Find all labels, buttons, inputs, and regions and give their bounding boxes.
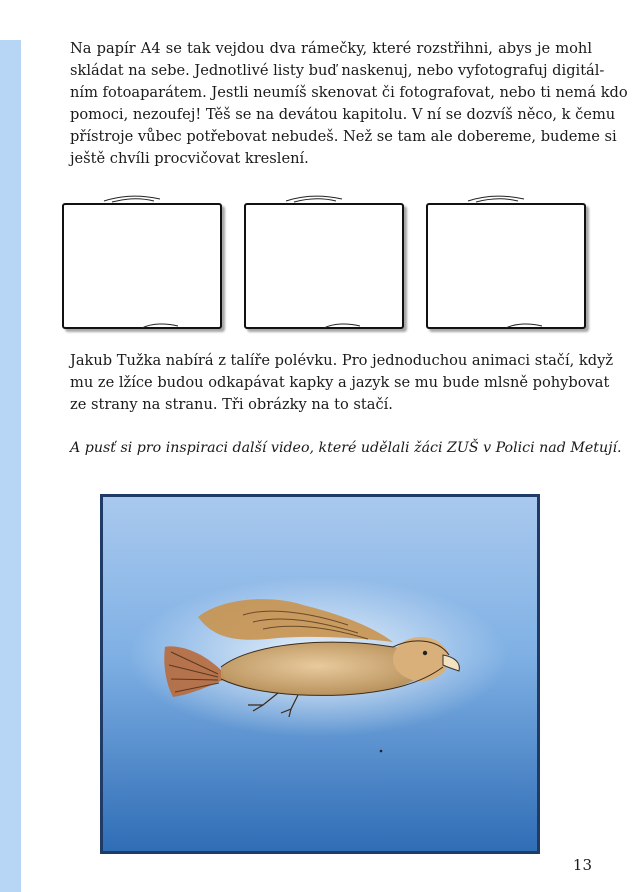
- paragraph-line: ním fotoaparátem. Jestli neumíš skenovat či fotografovat, nebo ti nemá kdo: [70, 84, 628, 101]
- empty-animation-frame: [62, 203, 222, 329]
- frame-sketch-mark-icon: [102, 193, 162, 203]
- frame-sketch-mark-icon: [504, 322, 544, 330]
- page-number: 13: [572, 856, 592, 874]
- paragraph-line: pomoci, nezoufej! Těš se na devátou kapitolu. V ní se dozvíš něco, k čemu: [70, 106, 616, 123]
- frame-sketch-mark-icon: [284, 193, 344, 203]
- animation-paragraph: [70, 350, 614, 416]
- intro-paragraph: [70, 38, 628, 170]
- empty-animation-frame: [244, 203, 404, 329]
- video-note: A pusť si pro inspiraci další video, které udělali žáci ZUŠ v Polici nad Metují.: [70, 440, 622, 456]
- video-thumbnail[interactable]: [100, 494, 540, 854]
- paragraph-line: ještě chvíli procvičovat kreslení.: [70, 150, 309, 167]
- paragraph-line: mu ze lžíce budou odkapávat kapky a jazyk se mu bude mlsně pohybovat: [70, 374, 610, 391]
- frame-sketch-mark-icon: [466, 193, 526, 203]
- bird-drawing-icon: [103, 497, 537, 851]
- paragraph-line: přístroje vůbec potřebovat nebudeš. Než se tam ale dobereme, budeme si: [70, 128, 617, 145]
- frame-sketch-mark-icon: [140, 322, 180, 330]
- paragraph-line: Na papír A4 se tak vejdou dva rámečky, které rozstřihni, abys je mohl: [70, 40, 592, 57]
- frame-sketch-mark-icon: [322, 322, 362, 330]
- paragraph-line: ze strany na stranu. Tři obrázky na to stačí.: [70, 396, 393, 413]
- paragraph-line: Jakub Tužka nabírá z talíře polévku. Pro jednoduchou animaci stačí, když: [70, 352, 614, 369]
- paragraph-line: skládat na sebe. Jednotlivé listy buď naskenuj, nebo vyfotografuj digitál-: [70, 62, 605, 79]
- page-side-bar: [0, 40, 21, 892]
- empty-animation-frame: [426, 203, 586, 329]
